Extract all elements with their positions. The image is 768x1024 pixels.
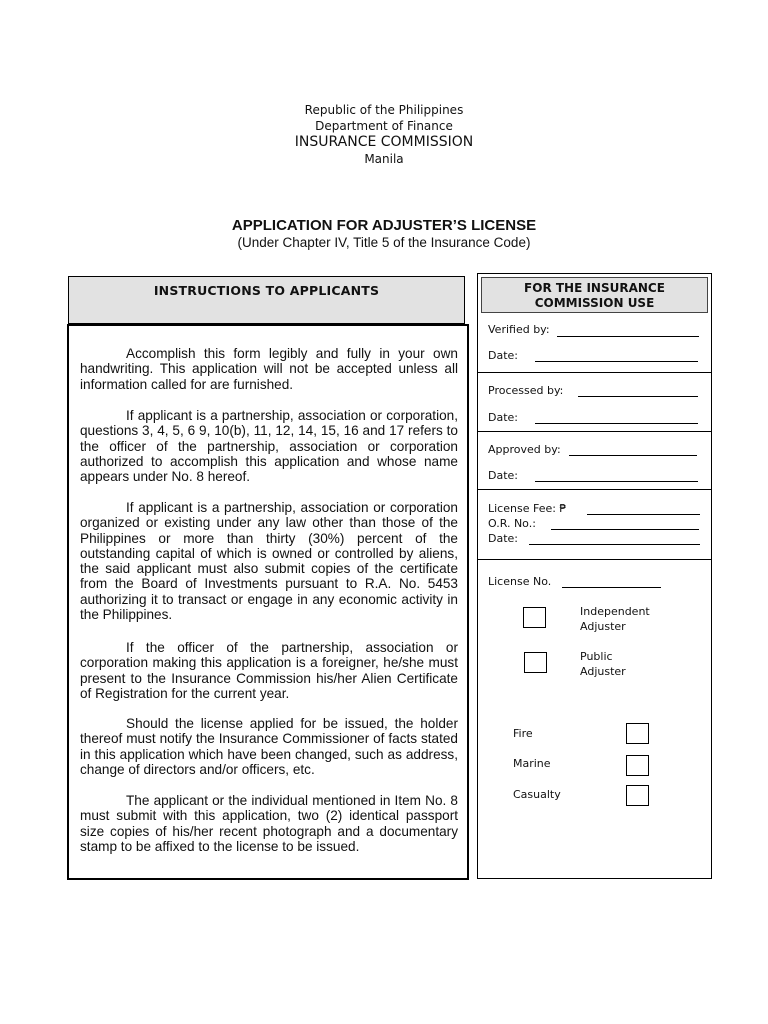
instructions-body — [67, 324, 469, 880]
casualty-checkbox[interactable] — [626, 785, 649, 806]
verified-date-label: Date: — [488, 349, 518, 362]
or-no-label: O.R. No.: — [488, 517, 536, 530]
public-adjuster-label: Adjuster — [580, 665, 626, 678]
marine-checkbox[interactable] — [626, 755, 649, 776]
form-title: APPLICATION FOR ADJUSTER’S LICENSE — [231, 217, 537, 234]
verified-date-field[interactable] — [535, 361, 698, 362]
casualty-label: Casualty — [513, 788, 561, 801]
license-no-field[interactable] — [562, 587, 661, 588]
commission-use-heading-2: COMMISSION USE — [534, 296, 655, 310]
instruction-paragraph: If applicant is a partnership, association or corporation, questions 3, 4, 5, 6 9, 10(b), 11, 12, 14, 15, 16 and 17 refers to the officer of the partnership, association or corporation authorized to accomplish this application and whose name appears under No. 8 hereof. — [80, 408, 458, 485]
section-divider — [478, 559, 711, 560]
instruction-paragraph: If the officer of the partnership, association or corporation making this application is a foreigner, he/she must present to the Insurance Commission his/her Alien Certificate of Registration for the current year. — [80, 640, 458, 701]
approved-date-label: Date: — [488, 469, 518, 482]
independent-label: Independent — [580, 605, 650, 618]
processed-date-label: Date: — [488, 411, 518, 424]
department-label: Department of Finance — [315, 119, 453, 133]
section-divider — [478, 489, 711, 490]
license-fee-field[interactable] — [587, 514, 700, 515]
instruction-paragraph: Should the license applied for be issued, the holder thereof must notify the Insurance Commissioner of facts stated in this application which have been changed, such as address, change of directors and/or officers, etc. — [80, 716, 458, 777]
fire-label: Fire — [513, 727, 533, 740]
public-label: Public — [580, 650, 613, 663]
verified-by-field[interactable] — [557, 336, 699, 337]
approved-date-field[interactable] — [535, 481, 698, 482]
instructions-header — [68, 276, 465, 324]
instruction-paragraph: The applicant or the individual mentioned in Item No. 8 must submit with this application, two (2) identical passport size copies of his/her recent photograph and a documentary stamp to be affixed to the license to be issued. — [80, 793, 458, 854]
processed-by-field[interactable] — [578, 396, 698, 397]
commission-label: INSURANCE COMMISSION — [294, 134, 474, 150]
processed-date-field[interactable] — [535, 423, 698, 424]
independent-adjuster-checkbox[interactable] — [523, 607, 546, 628]
city-label: Manila — [364, 152, 404, 166]
license-no-label: License No. — [488, 575, 552, 588]
approved-by-label: Approved by: — [488, 443, 561, 456]
section-divider — [478, 372, 711, 373]
fire-checkbox[interactable] — [626, 723, 649, 744]
processed-by-label: Processed by: — [488, 384, 564, 397]
approved-by-field[interactable] — [569, 455, 697, 456]
commission-use-box — [477, 273, 712, 879]
instruction-paragraph: Accomplish this form legibly and fully in your own handwriting. This application will not be accepted unless all information called for are furnished. — [80, 346, 458, 392]
fee-date-field[interactable] — [529, 544, 700, 545]
public-adjuster-checkbox[interactable] — [524, 652, 547, 673]
instructions-heading: INSTRUCTIONS TO APPLICANTS — [153, 283, 380, 298]
instruction-paragraph: If applicant is a partnership, association or corporation organized or existing under any law other than those of the Philippines or more than thirty (30%) percent of the outstanding capital of which is owned or controlled by aliens, the said applicant must also submit copies of the certificate from the Board of Investments pursuant to R.A. No. 5453 authorizing it to transact or engage in any economic activity in the Philippines. — [80, 500, 458, 623]
independent-adjuster-label: Adjuster — [580, 620, 626, 633]
form-subtitle: (Under Chapter IV, Title 5 of the Insurance Code) — [237, 235, 531, 250]
marine-label: Marine — [513, 757, 551, 770]
license-fee-label: License Fee: ₱ — [488, 502, 567, 515]
republic-label: Republic of the Philippines — [304, 103, 464, 117]
verified-by-label: Verified by: — [488, 323, 550, 336]
commission-use-heading-1: FOR THE INSURANCE — [524, 281, 665, 295]
or-no-field[interactable] — [551, 529, 699, 530]
commission-use-header — [481, 277, 708, 313]
section-divider — [478, 431, 711, 432]
fee-date-label: Date: — [488, 532, 518, 545]
